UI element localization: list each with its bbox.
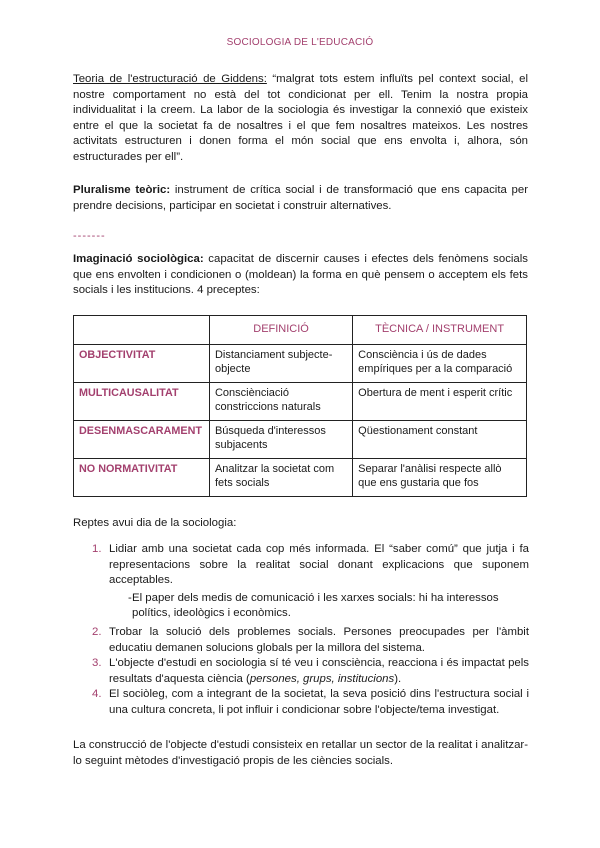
row-definition: Analitzar la societat com fets socials [209,459,352,497]
table-header-row [74,316,527,345]
list-item-text: Lidiar amb una societat cada cop més informada. El “saber comú” que jutja i fa representacions sobre la realitat social donant explicacions que suponem acceptables. [109,543,529,587]
list-number: 2. [92,625,102,638]
imaginacio-term: Imaginació sociològica: [73,253,204,265]
row-label: NO NORMATIVITAT [74,459,210,497]
table-header-cell [74,316,210,345]
list-item [92,687,529,718]
reptes-intro: Reptes avui dia de la sociologia: [73,517,237,529]
giddens-paragraph [73,72,528,166]
list-number: 4. [92,688,102,701]
table-header-cell: TÈCNICA / INSTRUMENT [353,316,527,345]
reptes-list [92,542,529,719]
pluralisme-text: instrument de crítica social i de transformació que ens capacita per prendre decisions, participar en societat i construir alternatives. [73,184,529,212]
row-technique: Consciència i ús de dades empíriques per a la comparació [353,345,527,383]
row-label: OBJECTIVITAT [74,345,210,383]
list-number: 3. [92,657,102,670]
list-item [92,542,529,589]
list-item [92,625,529,656]
giddens-text: “malgrat tots estem influïts pel context social, el nostre comportament no està del tot condicionat per ell. Tenim la nostra propia individualitat i la creem. La labor de la sociologia és investigar la connexió que existeix entre el que la societat fa de nosaltres i el que fem nosaltres mateixos. Les nostres activitats estructuren i donen forma el món social que ens envolta i, alhora, són estructurades per ell”. [73,73,528,163]
row-definition: Consciènciació constriccions naturals [209,383,352,421]
row-definition: Distanciament subjecte-objecte [209,345,352,383]
row-technique: Obertura de ment i esperit crític [353,383,527,421]
list-number: 1. [92,543,102,555]
giddens-term: Teoria de l'estructuració de Giddens: [73,73,267,85]
list-item-text: Trobar la solució dels problemes socials. Persones preocupades per l'àmbit educatiu demanen solucions globals per la millora del sistema. [109,625,529,654]
row-definition: Búsqueda d'interessos subjacents [209,421,352,459]
conclusion-paragraph: La construcció de l'objecte d'estudi consisteix en retallar un sector de la realitat i analitzar-lo seguint mètodes d'investigació propis de les ciències socials. [73,739,528,767]
table-row [74,459,527,497]
list-item-tail: ). [394,672,402,685]
list-item-italic: persones, grups, institucions [249,672,395,685]
row-technique: Separar l'anàlisi respecte allò que ens gustaria que fos [353,459,527,497]
section-separator: ------- [73,230,106,242]
imaginacio-text: capacitat de discernir causes i efectes dels fenòmens socials que ens envolten i condicionen o (moldean) la forma en què pensem o acceptem els fets socials i les institucions. 4 preceptes: [73,253,528,297]
list-item [92,656,529,687]
row-label: DESENMASCARAMENT [74,421,210,459]
list-item-text: El sociòleg, com a integrant de la societat, la seva posició dins l'estructura social i una cultura concreta, li pot influir i condicionar sobre l'objecte/tema investigat. [109,688,529,716]
table-row [74,383,527,421]
list-item-text: L'objecte d'estudi en sociologia sí té veu i consciència, reacciona i és impactat pels resultats d'aquesta ciència ( [109,657,529,685]
sub-list-item-text: El paper dels medis de comunicació i les xarxes socials: hi ha interessos polítics, ideològics i econòmics. [132,591,499,620]
preceptes-table [73,315,527,497]
row-technique: Qüestionament constant [353,421,527,459]
pluralisme-paragraph [73,183,528,214]
page-header: SOCIOLOGIA DE L'EDUCACIÓ [226,37,374,48]
table-header-cell: DEFINICIÓ [209,316,352,345]
imaginacio-paragraph [73,252,528,299]
table-row [74,345,527,383]
sub-list-dash: - [128,591,132,604]
pluralisme-term: Pluralisme teòric: [73,184,171,196]
row-label: MULTICAUSALITAT [74,383,210,421]
table-row [74,421,527,459]
sub-list-item [92,591,529,622]
